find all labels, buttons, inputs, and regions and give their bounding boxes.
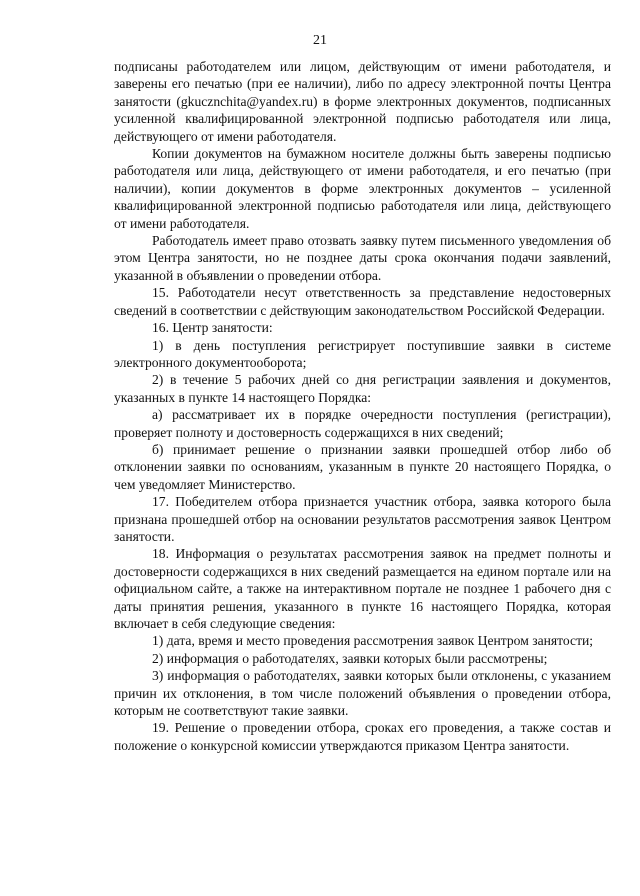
document-body — [114, 58, 611, 754]
paragraph-item-18: 18. Информация о результатах рассмотрения заявок на предмет полноты и достоверности содержащихся в них сведений размещается на едином портале или на официальном сайте, а также на интерактивном портале не позднее 1 рабочего дня с даты принятия решения, указанного в пункте 16 настоящего Порядка, которая включает в себя следующие сведения: — [114, 546, 611, 631]
paragraph-item-16-2: 2) в течение 5 рабочих дней со дня регистрации заявления и документов, указанных в пункте 14 настоящего Порядка: — [114, 372, 611, 405]
paragraph-copies-certification: Копии документов на бумажном носителе должны быть заверены подписью работодателя или лица, действующего от имени работодателя, и его печатью (при наличии), копии документов в форме электронных документов – усиленной квалифицированной электронной подписью работодателя или лица, действующего от имени работодателя. — [114, 146, 611, 231]
paragraph-item-16-1: 1) в день поступления регистрирует поступившие заявки в системе электронного документооборота; — [114, 337, 611, 370]
paragraph-item-16: 16. Центр занятости: — [152, 320, 273, 336]
paragraph-item-18-1: 1) дата, время и место проведения рассмотрения заявок Центром занятости; — [152, 633, 594, 649]
paragraph-item-16-2-b: б) принимает решение о признании заявки прошедшей отбор либо об отклонении заявки по основаниям, указанным в пункте 20 настоящего Порядка, о чем уведомляет Министерство. — [114, 441, 611, 492]
paragraph-item-18-3: 3) информация о работодателях, заявки которых были отклонены, с указанием причин их отклонения, в том числе положений объявления о проведении отбора, которым не соответствуют такие заявки. — [114, 668, 611, 719]
page-number: 21 — [313, 33, 327, 48]
paragraph-item-18-2: 2) информация о работодателях, заявки которых были рассмотрены; — [152, 650, 548, 666]
paragraph-item-16-2-a: а) рассматривает их в порядке очередности поступления (регистрации), проверяет полноту и достоверность содержащихся в них сведений; — [114, 407, 611, 440]
paragraph-withdraw-application: Работодатель имеет право отозвать заявку путем письменного уведомления об этом Центра занятости, но не позднее даты срока окончания подачи заявлений, указанной в объявлении о проведении отбора. — [114, 233, 611, 283]
paragraph-item-19: 19. Решение о проведении отбора, сроках его проведения, а также состав и положение о конкурсной комиссии утверждаются приказом Центра занятости. — [114, 720, 611, 753]
paragraph-item-15: 15. Работодатели несут ответственность за представление недостоверных сведений в соответствии с действующим законодательством Российской Федерации. — [114, 285, 611, 318]
paragraph-item-17: 17. Победителем отбора признается участник отбора, заявка которого была признана прошедшей отбор на основании результатов рассмотрения заявок Центром занятости. — [114, 494, 611, 544]
paragraph-continuation: подписаны работодателем или лицом, действующим от имени работодателя, и заверены его печатью (при ее наличии), либо по адресу электронной почты Центра занятости (gkucznchita@yandex.ru) в форме электронных документов, подписанных усиленной квалифицированной электронной подписью работодателя или лица, действующего от имени работодателя. — [114, 59, 611, 144]
